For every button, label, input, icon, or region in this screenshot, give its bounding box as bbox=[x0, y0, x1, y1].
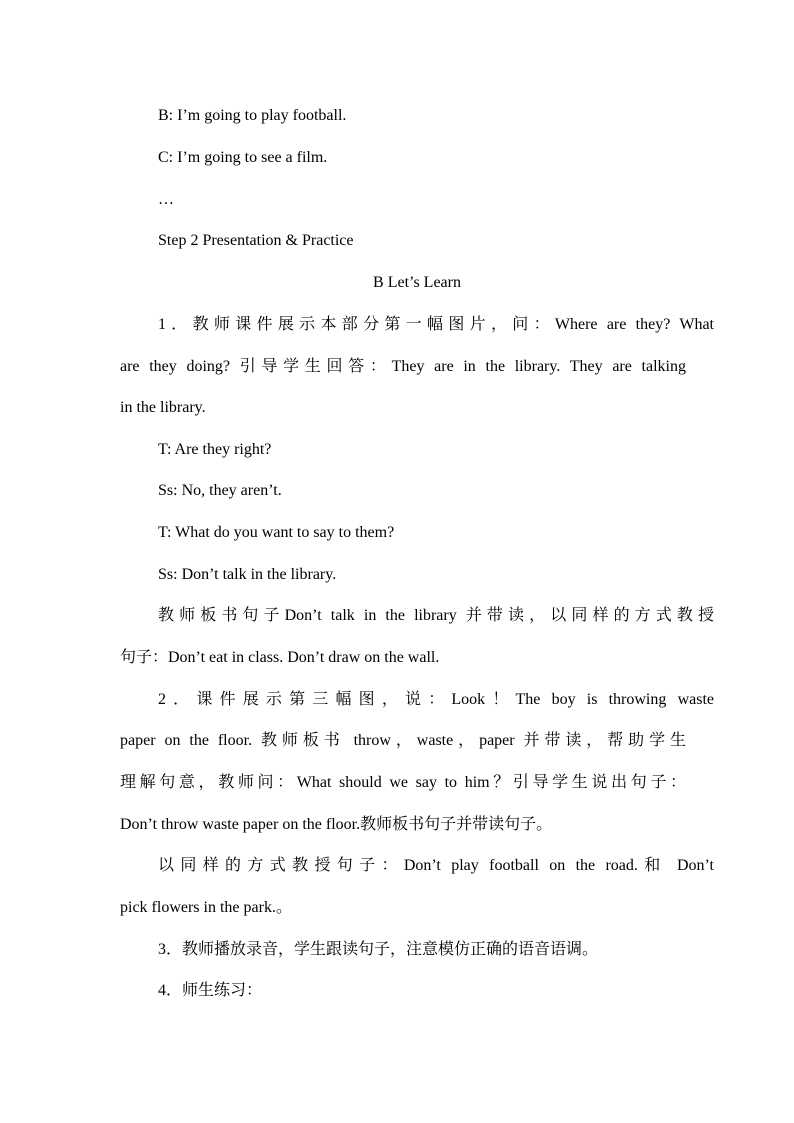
paragraph-3-line-4: Don’t throw waste paper on the floor.教师板书句子并带读句子。 bbox=[120, 816, 553, 833]
paragraph-2-line-2: 句子：Don’t eat in class. Don’t draw on the wall. bbox=[120, 649, 440, 666]
paragraph-2-line-1: 教师板书句子Don’t talk in the library 并带读，以同样的方式教授 bbox=[158, 607, 714, 624]
step-4-line: 4．师生练习： bbox=[158, 982, 263, 999]
step-3-line: 3．教师播放录音，学生跟读句子，注意模仿正确的语音语调。 bbox=[158, 941, 599, 958]
ellipsis-line: … bbox=[158, 191, 174, 208]
paragraph-1-line-2: are they doing? 引导学生回答：They are in the library. They are talking bbox=[120, 358, 686, 375]
paragraph-3-line-1: 2．课件展示第三幅图，说：Look！The boy is throwing waste bbox=[158, 691, 714, 708]
dialogue-line-ss2: Ss: Don’t talk in the library. bbox=[158, 566, 337, 583]
paragraph-1-line-1: 1．教师课件展示本部分第一幅图片，问：Where are they? What bbox=[158, 316, 714, 333]
paragraph-1-line-3: in the library. bbox=[120, 399, 206, 416]
dialogue-line-b: B: I’m going to play football. bbox=[158, 107, 347, 124]
dialogue-line-c: C: I’m going to see a film. bbox=[158, 149, 328, 166]
section-title: B Let’s Learn bbox=[373, 274, 461, 291]
paragraph-3-line-3: 理解句意，教师问：What should we say to him？引导学生说出句子： bbox=[120, 774, 686, 791]
dialogue-line-t1: T: Are they right? bbox=[158, 441, 272, 458]
step-heading: Step 2 Presentation & Practice bbox=[158, 232, 354, 249]
paragraph-4-line-2: pick flowers in the park.。 bbox=[120, 899, 292, 916]
dialogue-line-ss1: Ss: No, they aren’t. bbox=[158, 482, 282, 499]
dialogue-line-t2: T: What do you want to say to them? bbox=[158, 524, 395, 541]
paragraph-3-line-2: paper on the floor. 教师板书 throw，waste，paper 并带读，帮助学生 bbox=[120, 732, 686, 749]
paragraph-4-line-1: 以同样的方式教授句子：Don’t play football on the road.和 Don’t bbox=[158, 857, 714, 874]
